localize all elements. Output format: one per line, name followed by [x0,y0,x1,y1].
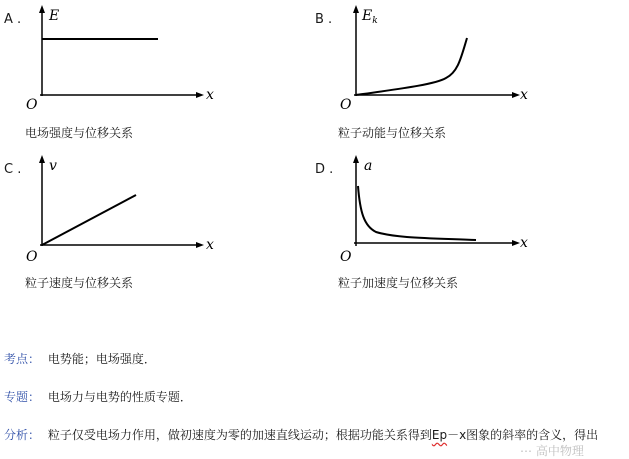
watermark: ⋯ 高中物理 [520,444,584,458]
graph-a-y-label: E [49,8,60,24]
graph-c-caption: 粒子速度与位移关系 [25,276,134,290]
graph-b-x-arrow [512,92,520,98]
graph-d-curve [358,186,476,240]
graph-c-x-label: x [206,237,214,253]
graph-d-x-arrow [512,240,520,246]
fenxi-ep: Ep [431,428,448,442]
graph-b-y-arrow [353,5,359,13]
graph-c-y-arrow [39,155,45,163]
graph-b-y-sub: k [372,16,378,26]
fenxi-row [4,426,598,443]
graph-d-x-label: x [520,235,528,251]
fenxi-text-before: 粒子仅受电场力作用，做初速度为零的加速直线运动；根据功能关系得到 [47,428,432,442]
zhuanti-row [4,388,192,405]
graph-a-caption: 电场强度与位移关系 [25,126,134,140]
graph-d [336,150,536,265]
graph-a-y-arrow [39,5,45,13]
graph-b-x-label: x [520,87,528,103]
graph-a-x-arrow [196,92,204,98]
graph-d-y-label: a [364,158,373,174]
graph-c-x-arrow [196,242,204,248]
option-a-letter: A . [4,12,22,27]
kaodian-text: 电势能；电场强度． [47,352,156,366]
option-d-letter: D . [315,162,334,177]
kaodian-row [4,350,156,367]
graph-a-origin: O [26,97,38,113]
graph-b [336,0,536,115]
graph-d-origin: O [340,249,352,265]
graph-d-y-arrow [353,155,359,163]
graph-c-curve [42,195,136,245]
graph-b-y-label: $E_k$ [362,8,378,26]
fenxi-label: 分析： [4,428,41,442]
graph-b-curve [356,38,467,95]
graph-d-caption: 粒子加速度与位移关系 [338,276,459,290]
graph-c-y-label: v [49,158,57,174]
graph-a-x-label: x [206,87,214,103]
kaodian-label: 考点： [4,352,41,366]
graph-c-origin: O [26,249,38,265]
fenxi-text-after: －x图象的斜率的含义，得出 [447,428,599,442]
graph-c [20,150,220,265]
graph-b-caption: 粒子动能与位移关系 [338,126,447,140]
option-c-letter: C . [4,162,22,177]
option-b-letter: B . [315,12,333,27]
graph-b-origin: O [340,97,352,113]
graph-a [20,0,220,115]
zhuanti-label: 专题： [4,390,41,404]
zhuanti-text: 电场力与电势的性质专题． [47,390,192,404]
